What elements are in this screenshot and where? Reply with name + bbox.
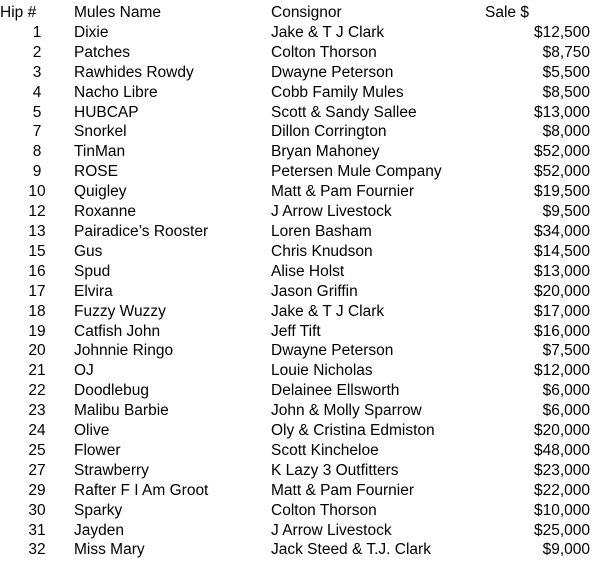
table-row (0, 521, 590, 541)
mule-name-cell: Patches (74, 43, 131, 61)
hip-cell: 19 (28, 322, 46, 340)
table-row (0, 182, 590, 202)
table-row (0, 501, 590, 521)
consignor-cell: Dwayne Peterson (271, 63, 394, 81)
table-row (0, 540, 590, 560)
table-row (0, 262, 590, 282)
sale-price-cell: $8,000 (542, 123, 590, 141)
mule-name-cell: Rafter F I Am Groot (74, 481, 209, 499)
table-row (0, 23, 590, 43)
hip-cell: 18 (28, 302, 46, 320)
sale-price-cell: $48,000 (533, 441, 590, 459)
consignor-cell: Bryan Mahoney (271, 143, 380, 161)
consignor-cell: Matt & Pam Fournier (271, 183, 414, 201)
hip-cell: 17 (28, 282, 46, 300)
consignor-cell: Chris Knudson (271, 242, 373, 260)
consignor-cell: Colton Thorson (271, 43, 377, 61)
table-header (0, 3, 590, 23)
hip-cell: 13 (28, 222, 46, 240)
header-consignor: Consignor (271, 4, 342, 21)
consignor-cell: John & Molly Sparrow (271, 402, 422, 420)
sale-price-cell: $16,000 (533, 322, 590, 340)
consignor-cell: Jake & T J Clark (271, 302, 385, 320)
sale-price-cell: $8,500 (542, 83, 590, 101)
mule-name-cell: Catfish John (74, 322, 161, 340)
sale-price-cell: $22,000 (533, 481, 590, 499)
consignor-cell: Delainee Ellsworth (271, 382, 400, 400)
hip-cell: 22 (28, 382, 46, 400)
hip-cell: 30 (28, 501, 46, 519)
table-row (0, 481, 590, 501)
mule-name-cell: Dixie (74, 23, 109, 41)
header-sale: Sale $ (485, 4, 529, 21)
table-row (0, 421, 590, 441)
header-hip: Hip # (0, 4, 37, 21)
sale-price-cell: $9,500 (542, 203, 590, 221)
mule-name-cell: Pairadice’s Rooster (74, 222, 209, 240)
sale-price-cell: $25,000 (533, 521, 590, 539)
table-row (0, 322, 590, 342)
consignor-cell: Louie Nicholas (271, 362, 373, 380)
sale-price-cell: $13,000 (533, 103, 590, 121)
sale-price-cell: $52,000 (533, 163, 590, 181)
mule-name-cell: Quigley (74, 183, 127, 201)
sale-price-cell: $10,000 (533, 501, 590, 519)
hip-cell: 10 (28, 183, 46, 201)
sale-price-cell: $6,000 (542, 402, 590, 420)
hip-cell: 5 (32, 103, 42, 121)
table-row (0, 222, 590, 242)
header-row (0, 3, 590, 23)
consignor-cell: Alise Holst (271, 262, 345, 280)
header-mule-name: Mules Name (74, 4, 161, 21)
sale-price-cell: $7,500 (542, 342, 590, 360)
hip-cell: 12 (28, 203, 46, 221)
hip-cell: 16 (28, 262, 46, 280)
consignor-cell: Jason Griffin (271, 282, 358, 300)
sale-price-cell: $19,500 (533, 183, 590, 201)
sale-price-cell: $13,000 (533, 262, 590, 280)
consignor-cell: Jake & T J Clark (271, 23, 385, 41)
table-row (0, 361, 590, 381)
hip-cell: 7 (32, 123, 42, 141)
hip-cell: 9 (32, 163, 42, 181)
table-row (0, 162, 590, 182)
consignor-cell: Dillon Corrington (271, 123, 387, 141)
table-row (0, 441, 590, 461)
mule-name-cell: Doodlebug (74, 382, 149, 400)
consignor-cell: Cobb Family Mules (271, 83, 404, 101)
mule-name-cell: Fuzzy Wuzzy (74, 302, 166, 320)
hip-cell: 24 (28, 422, 46, 440)
hip-cell: 20 (28, 342, 46, 360)
table-row (0, 341, 590, 361)
mule-name-cell: Elvira (74, 282, 113, 300)
hip-cell: 1 (32, 23, 42, 41)
hip-cell: 23 (28, 402, 46, 420)
table-row (0, 302, 590, 322)
table-row (0, 142, 590, 162)
hip-cell: 3 (32, 63, 42, 81)
table-row (0, 103, 590, 123)
consignor-cell: Colton Thorson (271, 501, 377, 519)
hip-cell: 32 (28, 541, 46, 559)
hip-cell: 29 (28, 481, 46, 499)
consignor-cell: Dwayne Peterson (271, 342, 394, 360)
table-row (0, 43, 590, 63)
consignor-cell: Oly & Cristina Edmiston (271, 422, 435, 440)
sale-price-cell: $5,500 (542, 63, 590, 81)
consignor-cell: J Arrow Livestock (271, 203, 392, 221)
table-row (0, 202, 590, 222)
table-row (0, 63, 590, 83)
sale-results-table (0, 3, 590, 560)
consignor-cell: K Lazy 3 Outfitters (271, 461, 399, 479)
mule-name-cell: Johnnie Ringo (74, 342, 174, 360)
sale-price-cell: $34,000 (533, 222, 590, 240)
hip-cell: 27 (28, 461, 46, 479)
sale-price-cell: $23,000 (533, 461, 590, 479)
sale-price-cell: $20,000 (533, 282, 590, 300)
mule-name-cell: Snorkel (74, 123, 127, 141)
table-row (0, 461, 590, 481)
mule-name-cell: Rawhides Rowdy (74, 63, 194, 81)
hip-cell: 31 (28, 521, 46, 539)
table-row (0, 401, 590, 421)
mule-name-cell: Sparky (74, 501, 123, 519)
hip-cell: 21 (28, 362, 46, 380)
sale-price-cell: $6,000 (542, 382, 590, 400)
table-row (0, 282, 590, 302)
sale-price-cell: $9,000 (542, 541, 590, 559)
consignor-cell: J Arrow Livestock (271, 521, 392, 539)
mule-name-cell: Roxanne (74, 203, 137, 221)
mule-name-cell: Spud (74, 262, 111, 280)
table-body (0, 23, 590, 560)
mule-name-cell: Strawberry (74, 461, 149, 479)
sale-price-cell: $12,000 (533, 362, 590, 380)
mule-name-cell: Miss Mary (74, 541, 145, 559)
hip-cell: 15 (28, 242, 46, 260)
mule-name-cell: Malibu Barbie (74, 402, 169, 420)
table-row (0, 381, 590, 401)
consignor-cell: Scott Kincheloe (271, 441, 379, 459)
sale-price-cell: $12,500 (533, 23, 590, 41)
mule-name-cell: Flower (74, 441, 121, 459)
mule-name-cell: Nacho Libre (74, 83, 158, 101)
hip-cell: 4 (32, 83, 42, 101)
sale-price-cell: $52,000 (533, 143, 590, 161)
consignor-cell: Petersen Mule Company (271, 163, 442, 181)
hip-cell: 25 (28, 441, 46, 459)
mule-name-cell: OJ (74, 362, 94, 380)
sale-price-cell: $17,000 (533, 302, 590, 320)
sale-price-cell: $14,500 (533, 242, 590, 260)
sale-price-cell: $20,000 (533, 422, 590, 440)
consignor-cell: Jack Steed & T.J. Clark (271, 541, 431, 559)
mule-name-cell: Gus (74, 242, 103, 260)
mule-name-cell: Jayden (74, 521, 124, 539)
sale-price-cell: $8,750 (542, 43, 590, 61)
consignor-cell: Matt & Pam Fournier (271, 481, 414, 499)
hip-cell: 2 (32, 43, 42, 61)
mule-name-cell: HUBCAP (74, 103, 139, 121)
table-row (0, 83, 590, 103)
consignor-cell: Scott & Sandy Sallee (271, 103, 417, 121)
table-row (0, 122, 590, 142)
mule-name-cell: ROSE (74, 163, 118, 181)
mule-name-cell: Olive (74, 422, 110, 440)
table-row (0, 242, 590, 262)
hip-cell: 8 (32, 143, 42, 161)
consignor-cell: Jeff Tift (271, 322, 321, 340)
mule-name-cell: TinMan (74, 143, 126, 161)
consignor-cell: Loren Basham (271, 222, 372, 240)
